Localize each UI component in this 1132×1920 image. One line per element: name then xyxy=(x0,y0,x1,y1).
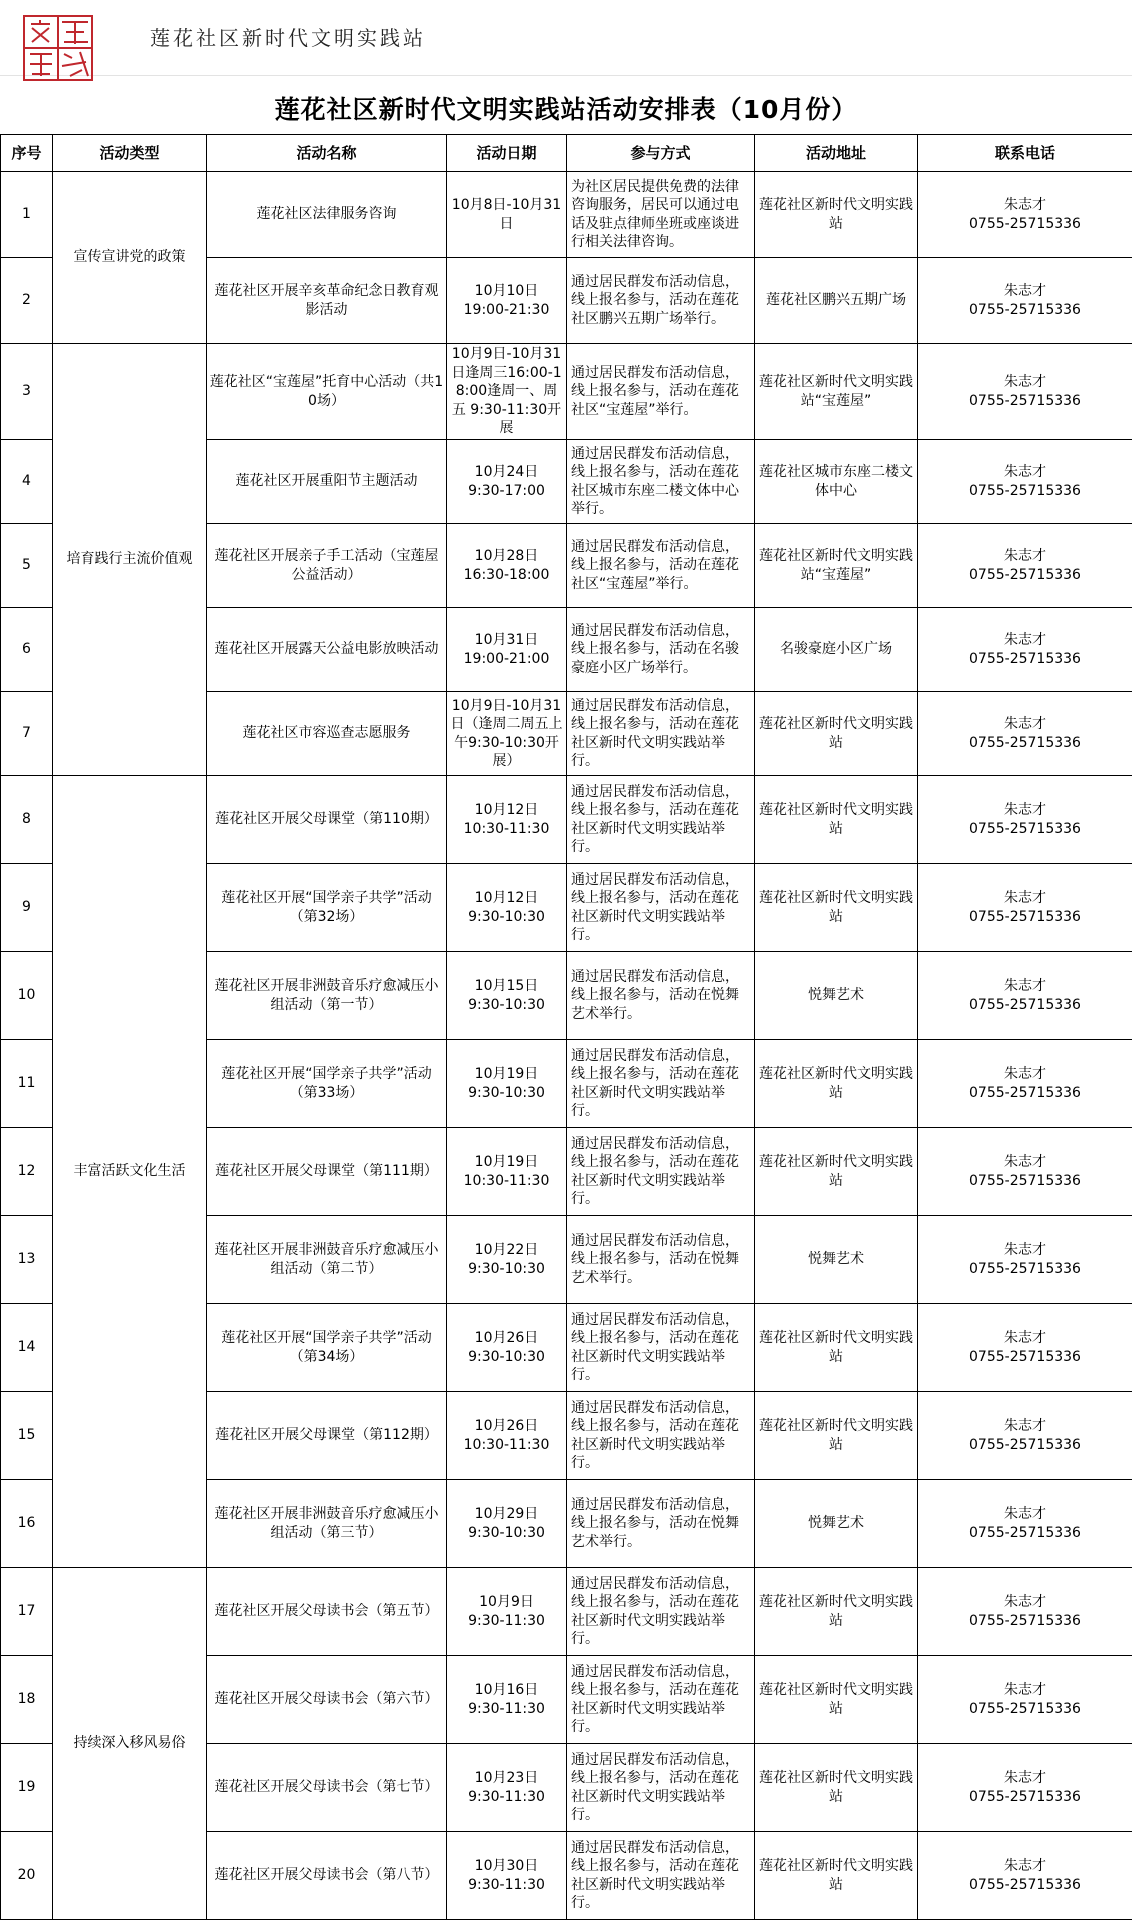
activity-name: 莲花社区开展父母课堂（第110期） xyxy=(207,776,447,864)
activity-date-line: 10月24日 xyxy=(449,463,564,482)
participation-method: 通过居民群发布活动信息，线上报名参与，活动在名骏豪庭小区广场举行。 xyxy=(567,608,755,692)
org-name: 莲花社区新时代文明实践站 xyxy=(150,22,426,51)
contact-info xyxy=(918,1304,1132,1392)
contact-name: 朱志才 xyxy=(920,196,1130,215)
participation-method: 通过居民群发布活动信息，线上报名参与，活动在莲花社区新时代文明实践站举行。 xyxy=(567,1304,755,1392)
row-number: 6 xyxy=(1,608,53,692)
contact-info xyxy=(918,1480,1132,1568)
contact-phone: 0755-25715336 xyxy=(920,908,1130,927)
activity-date-line: 10月15日 xyxy=(449,977,564,996)
activity-address: 莲花社区新时代文明实践站 xyxy=(755,692,918,776)
contact-phone: 0755-25715336 xyxy=(920,996,1130,1015)
activity-type: 丰富活跃文化生活 xyxy=(53,776,207,1568)
contact-name: 朱志才 xyxy=(920,1769,1130,1788)
activity-date-line: 9:30-10:30 xyxy=(449,996,564,1015)
activity-date xyxy=(447,1568,567,1656)
contact-info xyxy=(918,440,1132,524)
activity-date xyxy=(447,440,567,524)
row-number: 14 xyxy=(1,1304,53,1392)
page-header xyxy=(0,0,1132,76)
page-title: 莲花社区新时代文明实践站活动安排表（10月份） xyxy=(0,86,1132,134)
participation-method: 通过居民群发布活动信息，线上报名参与，活动在莲花社区新时代文明实践站举行。 xyxy=(567,776,755,864)
row-number: 3 xyxy=(1,344,53,440)
row-number: 4 xyxy=(1,440,53,524)
activity-address: 莲花社区新时代文明实践站 xyxy=(755,1304,918,1392)
activity-date-line: 10月30日 xyxy=(449,1857,564,1876)
contact-phone: 0755-25715336 xyxy=(920,1260,1130,1279)
activity-date xyxy=(447,1216,567,1304)
activity-date-line: 10月28日 xyxy=(449,547,564,566)
contact-phone: 0755-25715336 xyxy=(920,820,1130,839)
contact-info xyxy=(918,1040,1132,1128)
col-header-type: 活动类型 xyxy=(53,135,207,172)
activity-date-line: 9:30-10:30 xyxy=(449,1084,564,1103)
activity-date xyxy=(447,1128,567,1216)
activity-date xyxy=(447,1744,567,1832)
contact-phone: 0755-25715336 xyxy=(920,650,1130,669)
activity-name: 莲花社区开展“国学亲子共学”活动（第33场） xyxy=(207,1040,447,1128)
row-number: 11 xyxy=(1,1040,53,1128)
participation-method: 通过居民群发布活动信息，线上报名参与，活动在悦舞艺术举行。 xyxy=(567,952,755,1040)
contact-phone: 0755-25715336 xyxy=(920,1524,1130,1543)
activity-name: 莲花社区开展露天公益电影放映活动 xyxy=(207,608,447,692)
row-number: 9 xyxy=(1,864,53,952)
contact-info xyxy=(918,524,1132,608)
activity-name: 莲花社区开展重阳节主题活动 xyxy=(207,440,447,524)
activity-date-line: 19:00-21:00 xyxy=(449,650,564,669)
activity-date-line: 10月8日-10月31日 xyxy=(449,196,564,233)
activity-name: 莲花社区开展父母读书会（第八节） xyxy=(207,1832,447,1920)
col-header-name: 活动名称 xyxy=(207,135,447,172)
participation-method: 通过居民群发布活动信息，线上报名参与，活动在莲花社区新时代文明实践站举行。 xyxy=(567,692,755,776)
activity-type: 持续深入移风易俗 xyxy=(53,1568,207,1920)
row-number: 1 xyxy=(1,172,53,258)
contact-phone: 0755-25715336 xyxy=(920,1700,1130,1719)
activity-name: 莲花社区开展“国学亲子共学”活动（第32场） xyxy=(207,864,447,952)
activity-date xyxy=(447,776,567,864)
activity-date xyxy=(447,864,567,952)
activity-address: 莲花社区新时代文明实践站 xyxy=(755,172,918,258)
participation-method: 通过居民群发布活动信息，线上报名参与，活动在悦舞艺术举行。 xyxy=(567,1216,755,1304)
activity-date-line: 10:30-11:30 xyxy=(449,820,564,839)
contact-phone: 0755-25715336 xyxy=(920,482,1130,501)
activity-date xyxy=(447,1832,567,1920)
activity-date xyxy=(447,524,567,608)
activity-date-line: 10月9日-10月31日逢周三16:00-18:00逢周一、周五 9:30-11:30开展 xyxy=(449,345,564,438)
activity-name: 莲花社区开展非洲鼓音乐疗愈减压小组活动（第一节） xyxy=(207,952,447,1040)
col-header-no: 序号 xyxy=(1,135,53,172)
activity-name: 莲花社区开展非洲鼓音乐疗愈减压小组活动（第三节） xyxy=(207,1480,447,1568)
contact-info xyxy=(918,692,1132,776)
activity-date-line: 10月19日 xyxy=(449,1153,564,1172)
participation-method: 通过居民群发布活动信息，线上报名参与，活动在莲花社区新时代文明实践站举行。 xyxy=(567,864,755,952)
activity-date-line: 19:00-21:30 xyxy=(449,301,564,320)
contact-name: 朱志才 xyxy=(920,1329,1130,1348)
contact-name: 朱志才 xyxy=(920,1153,1130,1172)
row-number: 19 xyxy=(1,1744,53,1832)
row-number: 18 xyxy=(1,1656,53,1744)
activity-date-line: 16:30-18:00 xyxy=(449,566,564,585)
activity-date-line: 9:30-11:30 xyxy=(449,1788,564,1807)
participation-method: 通过居民群发布活动信息，线上报名参与，活动在莲花社区新时代文明实践站举行。 xyxy=(567,1392,755,1480)
activity-type: 宣传宣讲党的政策 xyxy=(53,172,207,344)
contact-info xyxy=(918,1216,1132,1304)
participation-method: 通过居民群发布活动信息，线上报名参与，活动在莲花社区新时代文明实践站举行。 xyxy=(567,1832,755,1920)
contact-name: 朱志才 xyxy=(920,463,1130,482)
participation-method: 通过居民群发布活动信息，线上报名参与，活动在莲花社区新时代文明实践站举行。 xyxy=(567,1128,755,1216)
activity-name: 莲花社区法律服务咨询 xyxy=(207,172,447,258)
table-row xyxy=(1,172,1132,258)
activity-date-line: 10:30-11:30 xyxy=(449,1436,564,1455)
row-number: 20 xyxy=(1,1832,53,1920)
activity-name: 莲花社区开展父母读书会（第七节） xyxy=(207,1744,447,1832)
activity-name: 莲花社区开展“国学亲子共学”活动（第34场） xyxy=(207,1304,447,1392)
contact-info xyxy=(918,1128,1132,1216)
row-number: 10 xyxy=(1,952,53,1040)
contact-phone: 0755-25715336 xyxy=(920,1436,1130,1455)
activity-date-line: 9:30-11:30 xyxy=(449,1700,564,1719)
activity-date-line: 10月9日 xyxy=(449,1593,564,1612)
activity-date-line: 9:30-17:00 xyxy=(449,482,564,501)
activity-type: 培育践行主流价值观 xyxy=(53,344,207,776)
contact-info xyxy=(918,608,1132,692)
col-header-date: 活动日期 xyxy=(447,135,567,172)
table-row xyxy=(1,344,1132,440)
activity-date xyxy=(447,692,567,776)
activity-address: 莲花社区新时代文明实践站 xyxy=(755,864,918,952)
contact-info xyxy=(918,172,1132,258)
activity-address: 悦舞艺术 xyxy=(755,952,918,1040)
participation-method: 通过居民群发布活动信息，线上报名参与，活动在悦舞艺术举行。 xyxy=(567,1480,755,1568)
table-row xyxy=(1,1568,1132,1656)
contact-phone: 0755-25715336 xyxy=(920,1084,1130,1103)
activity-name: 莲花社区开展辛亥革命纪念日教育观影活动 xyxy=(207,258,447,344)
contact-info xyxy=(918,258,1132,344)
activity-date-line: 10月9日-10月31日（逢周二周五上午9:30-10:30开展） xyxy=(449,697,564,771)
contact-phone: 0755-25715336 xyxy=(920,1612,1130,1631)
activity-address: 莲花社区新时代文明实践站 xyxy=(755,776,918,864)
participation-method: 通过居民群发布活动信息，线上报名参与，活动在莲花社区新时代文明实践站举行。 xyxy=(567,1744,755,1832)
contact-name: 朱志才 xyxy=(920,1857,1130,1876)
contact-phone: 0755-25715336 xyxy=(920,1348,1130,1367)
activity-name: 莲花社区“宝莲屋”托育中心活动（共10场） xyxy=(207,344,447,440)
activity-date xyxy=(447,608,567,692)
activity-address: 莲花社区新时代文明实践站 xyxy=(755,1040,918,1128)
activity-name: 莲花社区市容巡查志愿服务 xyxy=(207,692,447,776)
activity-date xyxy=(447,1392,567,1480)
col-header-phone: 联系电话 xyxy=(918,135,1132,172)
activity-address: 莲花社区新时代文明实践站 xyxy=(755,1392,918,1480)
activity-date xyxy=(447,952,567,1040)
col-header-address: 活动地址 xyxy=(755,135,918,172)
activity-date xyxy=(447,172,567,258)
row-number: 7 xyxy=(1,692,53,776)
activity-date-line: 10月19日 xyxy=(449,1065,564,1084)
col-header-method: 参与方式 xyxy=(567,135,755,172)
activity-date-line: 10月23日 xyxy=(449,1769,564,1788)
contact-info xyxy=(918,1832,1132,1920)
activity-name: 莲花社区开展亲子手工活动（宝莲屋公益活动） xyxy=(207,524,447,608)
activity-address: 悦舞艺术 xyxy=(755,1480,918,1568)
civilization-practice-logo xyxy=(22,14,94,82)
contact-name: 朱志才 xyxy=(920,1681,1130,1700)
contact-phone: 0755-25715336 xyxy=(920,1172,1130,1191)
activity-name: 莲花社区开展父母课堂（第112期） xyxy=(207,1392,447,1480)
row-number: 17 xyxy=(1,1568,53,1656)
participation-method: 为社区居民提供免费的法律咨询服务，居民可以通过电话及驻点律师坐班或座谈进行相关法律咨询。 xyxy=(567,172,755,258)
activity-address: 悦舞艺术 xyxy=(755,1216,918,1304)
contact-info xyxy=(918,864,1132,952)
activity-address: 莲花社区城市东座二楼文体中心 xyxy=(755,440,918,524)
contact-info xyxy=(918,1656,1132,1744)
contact-phone: 0755-25715336 xyxy=(920,301,1130,320)
row-number: 2 xyxy=(1,258,53,344)
activity-date xyxy=(447,258,567,344)
contact-name: 朱志才 xyxy=(920,1417,1130,1436)
activity-date-line: 10月31日 xyxy=(449,631,564,650)
participation-method: 通过居民群发布活动信息，线上报名参与，活动在莲花社区“宝莲屋”举行。 xyxy=(567,524,755,608)
contact-name: 朱志才 xyxy=(920,1593,1130,1612)
activity-date xyxy=(447,1040,567,1128)
participation-method: 通过居民群发布活动信息，线上报名参与，活动在莲花社区新时代文明实践站举行。 xyxy=(567,1568,755,1656)
activity-date-line: 9:30-10:30 xyxy=(449,1260,564,1279)
row-number: 15 xyxy=(1,1392,53,1480)
contact-info xyxy=(918,344,1132,440)
activity-date-line: 10月26日 xyxy=(449,1329,564,1348)
activity-schedule-table xyxy=(0,134,1132,1920)
contact-name: 朱志才 xyxy=(920,1065,1130,1084)
activity-date-line: 10:30-11:30 xyxy=(449,1172,564,1191)
activity-date-line: 10月22日 xyxy=(449,1241,564,1260)
activity-date-line: 10月16日 xyxy=(449,1681,564,1700)
contact-phone: 0755-25715336 xyxy=(920,1876,1130,1895)
activity-date-line: 9:30-11:30 xyxy=(449,1876,564,1895)
contact-name: 朱志才 xyxy=(920,1505,1130,1524)
activity-address: 莲花社区新时代文明实践站“宝莲屋” xyxy=(755,344,918,440)
activity-address: 莲花社区新时代文明实践站 xyxy=(755,1832,918,1920)
activity-date-line: 9:30-10:30 xyxy=(449,908,564,927)
contact-name: 朱志才 xyxy=(920,547,1130,566)
contact-phone: 0755-25715336 xyxy=(920,215,1130,234)
participation-method: 通过居民群发布活动信息，线上报名参与，活动在莲花社区鹏兴五期广场举行。 xyxy=(567,258,755,344)
activity-name: 莲花社区开展非洲鼓音乐疗愈减压小组活动（第二节） xyxy=(207,1216,447,1304)
participation-method: 通过居民群发布活动信息，线上报名参与，活动在莲花社区新时代文明实践站举行。 xyxy=(567,1040,755,1128)
activity-name: 莲花社区开展父母读书会（第六节） xyxy=(207,1656,447,1744)
row-number: 8 xyxy=(1,776,53,864)
contact-phone: 0755-25715336 xyxy=(920,392,1130,411)
activity-address: 莲花社区鹏兴五期广场 xyxy=(755,258,918,344)
row-number: 13 xyxy=(1,1216,53,1304)
contact-info xyxy=(918,952,1132,1040)
contact-phone: 0755-25715336 xyxy=(920,566,1130,585)
activity-name: 莲花社区开展父母课堂（第111期） xyxy=(207,1128,447,1216)
activity-address: 莲花社区新时代文明实践站“宝莲屋” xyxy=(755,524,918,608)
activity-name: 莲花社区开展父母读书会（第五节） xyxy=(207,1568,447,1656)
activity-date-line: 10月26日 xyxy=(449,1417,564,1436)
row-number: 12 xyxy=(1,1128,53,1216)
activity-address: 莲花社区新时代文明实践站 xyxy=(755,1656,918,1744)
row-number: 16 xyxy=(1,1480,53,1568)
contact-info xyxy=(918,776,1132,864)
activity-date-line: 10月29日 xyxy=(449,1505,564,1524)
participation-method: 通过居民群发布活动信息，线上报名参与，活动在莲花社区城市东座二楼文体中心举行。 xyxy=(567,440,755,524)
contact-info xyxy=(918,1392,1132,1480)
contact-name: 朱志才 xyxy=(920,977,1130,996)
contact-phone: 0755-25715336 xyxy=(920,1788,1130,1807)
contact-name: 朱志才 xyxy=(920,1241,1130,1260)
activity-date-line: 9:30-11:30 xyxy=(449,1612,564,1631)
activity-address: 名骏豪庭小区广场 xyxy=(755,608,918,692)
activity-date xyxy=(447,1480,567,1568)
contact-name: 朱志才 xyxy=(920,373,1130,392)
contact-phone: 0755-25715336 xyxy=(920,734,1130,753)
contact-name: 朱志才 xyxy=(920,889,1130,908)
activity-date-line: 9:30-10:30 xyxy=(449,1524,564,1543)
contact-name: 朱志才 xyxy=(920,801,1130,820)
activity-date-line: 10月12日 xyxy=(449,889,564,908)
activity-date-line: 10月12日 xyxy=(449,801,564,820)
contact-name: 朱志才 xyxy=(920,631,1130,650)
contact-name: 朱志才 xyxy=(920,282,1130,301)
activity-date xyxy=(447,344,567,440)
row-number: 5 xyxy=(1,524,53,608)
contact-info xyxy=(918,1568,1132,1656)
activity-address: 莲花社区新时代文明实践站 xyxy=(755,1128,918,1216)
contact-name: 朱志才 xyxy=(920,715,1130,734)
activity-date xyxy=(447,1304,567,1392)
table-header-row xyxy=(1,135,1132,172)
activity-date-line: 10月10日 xyxy=(449,282,564,301)
activity-address: 莲花社区新时代文明实践站 xyxy=(755,1744,918,1832)
activity-address: 莲花社区新时代文明实践站 xyxy=(755,1568,918,1656)
participation-method: 通过居民群发布活动信息，线上报名参与，活动在莲花社区“宝莲屋”举行。 xyxy=(567,344,755,440)
participation-method: 通过居民群发布活动信息，线上报名参与，活动在莲花社区新时代文明实践站举行。 xyxy=(567,1656,755,1744)
activity-date-line: 9:30-10:30 xyxy=(449,1348,564,1367)
activity-date xyxy=(447,1656,567,1744)
contact-info xyxy=(918,1744,1132,1832)
table-row xyxy=(1,776,1132,864)
